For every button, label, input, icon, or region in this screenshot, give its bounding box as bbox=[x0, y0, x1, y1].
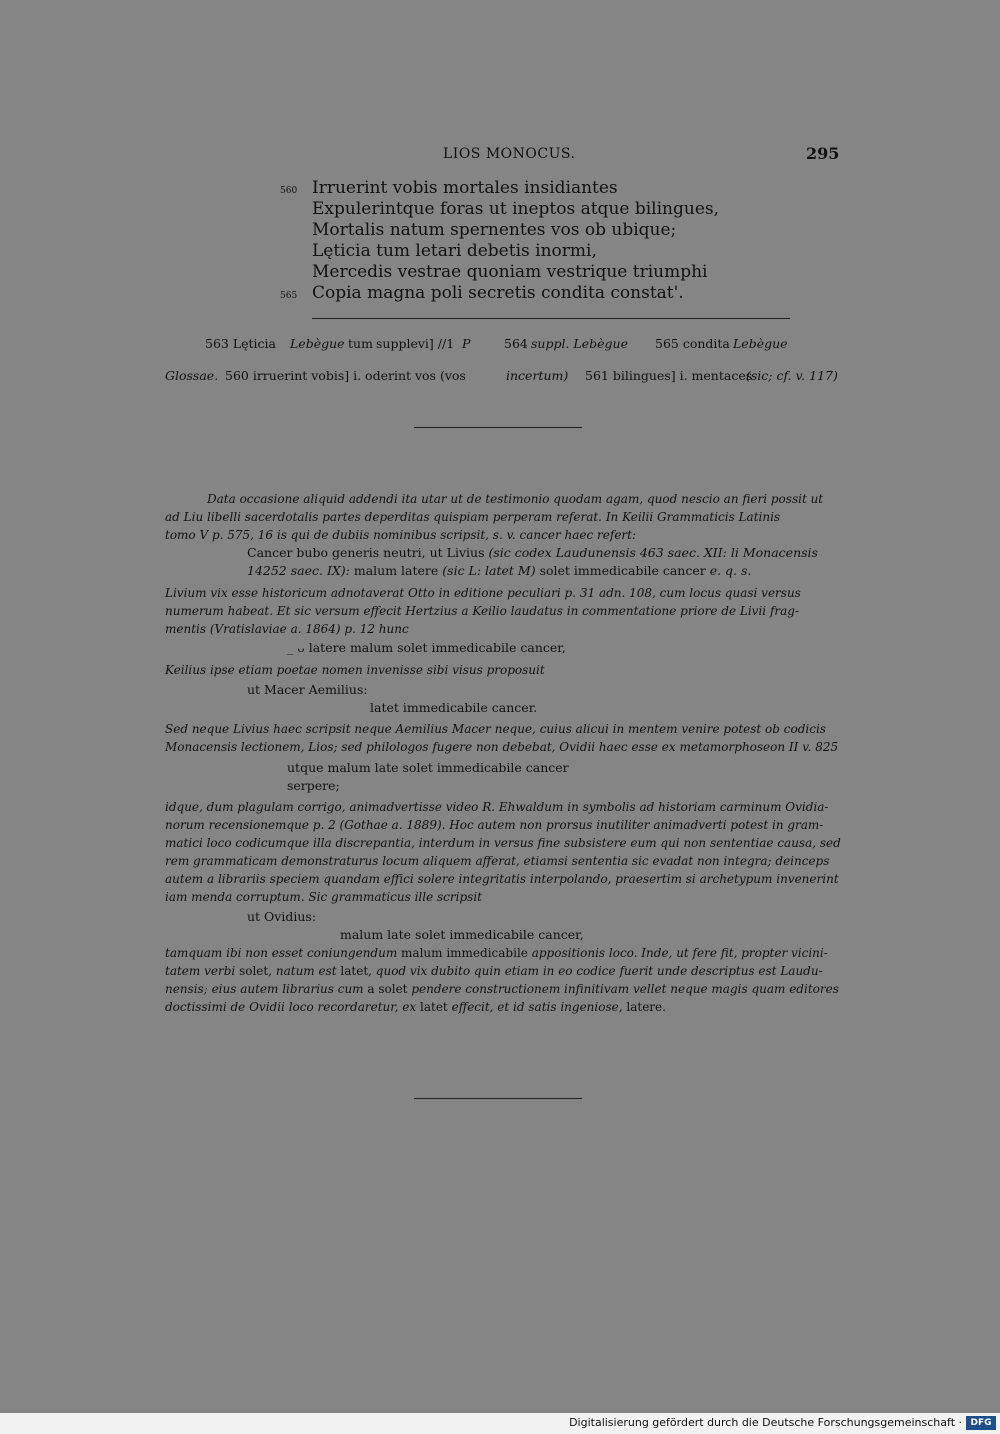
body-line: Monacensis lectionem, Lios; sed philologos fugere non debebat, Ovidii haec esse ex metamorphoseon II v. 825 bbox=[165, 740, 839, 754]
body-line: idque, dum plagulam corrigo, animadvertisse video R. Ehwaldum in symbolis ad historiam carminum Ovidia- bbox=[165, 800, 829, 814]
body-line bbox=[165, 999, 666, 1017]
body-line: iam menda corruptum. Sic grammaticus ille scripsit bbox=[165, 890, 482, 904]
body-line: Data occasione aliquid addendi ita utar ut de testimonio quodam agam, quod nescio an fieri possit ut bbox=[207, 492, 824, 506]
quote-text: (sic codex Laudunensis 463 saec. XII: bbox=[488, 545, 727, 560]
body-span: solet, bbox=[239, 964, 273, 978]
quote-text: li Monacensis bbox=[730, 545, 818, 560]
divider bbox=[312, 318, 790, 319]
body-span: natum est bbox=[275, 964, 337, 978]
body-span: pendere constructionem infinitivam vellet neque magis quam editores bbox=[411, 982, 839, 996]
body-span: tatem verbi bbox=[165, 964, 236, 978]
verse-quote: malum late solet immedicabile cancer, bbox=[340, 927, 584, 942]
body-line: Sed neque Livius haec scripsit neque Aemilius Macer neque, cuius alicui in mentem venire potest ob codicis bbox=[165, 722, 826, 736]
verse-quote: serpere; bbox=[287, 778, 340, 793]
quote-text: (sic L: latet M) bbox=[442, 563, 536, 578]
apparatus-entry: tum bbox=[348, 336, 373, 351]
verse-quote: _ ᴗ latere malum solet immedicabile cancer, bbox=[287, 640, 566, 655]
apparatus-entry: suppl. Lebègue bbox=[531, 336, 628, 351]
body-line: rem grammaticam demonstraturus locum aliquem afferat, etiamsi sententia sic evadat non integra; deinceps bbox=[165, 854, 830, 868]
divider bbox=[414, 427, 582, 428]
body-span: latet, bbox=[340, 964, 372, 978]
body-span: doctissimi de Ovidii loco recordaretur, ex bbox=[165, 1000, 417, 1014]
quote-text: malum latere bbox=[353, 563, 439, 578]
apparatus-entry: supplevi] //1 bbox=[376, 336, 455, 351]
glossae-entry: incertum) bbox=[506, 368, 569, 383]
quote-line bbox=[247, 545, 818, 560]
quote-line bbox=[247, 563, 751, 578]
body-span: malum immedicabile bbox=[401, 946, 528, 960]
body-line bbox=[165, 981, 839, 999]
verse-quote: ut Macer Aemilius: bbox=[247, 682, 368, 697]
body-line: ad Liu libelli sacerdotalis partes deperditas quispiam perperam referat. In Keilii Grammaticis Latinis bbox=[165, 510, 781, 524]
verse-number: 565 bbox=[280, 291, 298, 301]
body-line: numerum habeat. Et sic versum effecit Hertzius a Keilio laudatus in commentatione priore de Livii frag- bbox=[165, 604, 800, 618]
verse-line: Irruerint vobis mortales insidiantes bbox=[312, 178, 618, 198]
body-line: norum recensionemque p. 2 (Gothae a. 1889). Hoc autem non prorsus inutiliter animadverti potest in gram- bbox=[165, 818, 824, 832]
apparatus-entry: 563 Lęticia bbox=[205, 336, 277, 351]
quote-text: Cancer bubo generis neutri, ut Livius bbox=[247, 545, 485, 560]
body-line: Livium vix esse historicum adnotaverat Otto in editione peculiari p. 31 adn. 108, cum locus quasi versus bbox=[165, 586, 801, 600]
verse-line: Copia magna poli secretis condita constat'. bbox=[312, 283, 684, 303]
glossae-entry: (sic; cf. v. 117) bbox=[746, 368, 838, 383]
apparatus-entry: Lebègue bbox=[733, 336, 788, 351]
quote-text: 14252 saec. IX): bbox=[247, 563, 350, 578]
body-line: tomo V p. 575, 16 is qui de dubiis nominibus scripsit, s. v. cancer haec refert: bbox=[165, 528, 637, 542]
body-span: a solet bbox=[367, 982, 408, 996]
body-span: nensis; eius autem librarius cum bbox=[165, 982, 364, 996]
body-span: tamquam ibi non esset coniungendum bbox=[165, 946, 398, 960]
body-span: latet bbox=[420, 1000, 448, 1014]
footer-credit: Digitalisierung gefördert durch die Deutsche Forschungsgemeinschaft · bbox=[569, 1416, 962, 1429]
verse-quote: utque malum late solet immedicabile cancer bbox=[287, 760, 569, 775]
verse-line: Mercedis vestrae quoniam vestrique triumphi bbox=[312, 262, 708, 282]
divider bbox=[414, 1098, 582, 1099]
body-line bbox=[165, 945, 828, 963]
apparatus-entry: 564 bbox=[504, 336, 528, 351]
page-number: 295 bbox=[806, 144, 840, 163]
verse-quote: ut Ovidius: bbox=[247, 909, 317, 924]
glossae-entry: 560 irruerint vobis] i. oderint vos (vos bbox=[225, 368, 466, 383]
quote-text: e. q. s. bbox=[709, 563, 752, 578]
body-line: Keilius ipse etiam poetae nomen invenisse sibi visus proposuit bbox=[165, 663, 545, 677]
apparatus-entry: P bbox=[462, 336, 471, 351]
body-line: autem a librariis speciem quandam effici solere integritatis interpolando, praesertim si archetypum invenerint bbox=[165, 872, 839, 886]
glossae-entry: 561 bilingues] i. mentaces bbox=[585, 368, 753, 383]
body-span: effecit, et id satis ingeniose, bbox=[451, 1000, 623, 1014]
verse-line: Expulerintque foras ut ineptos atque bilingues, bbox=[312, 199, 720, 219]
apparatus-entry: Lebègue bbox=[290, 336, 345, 351]
verse-quote: latet immedicabile cancer. bbox=[370, 700, 538, 715]
verse-number: 560 bbox=[280, 186, 298, 196]
body-line: matici loco codicumque illa discrepantia, interdum in versus fine subsistere eum qui non sententiae causa, sed bbox=[165, 836, 841, 850]
body-span: latere. bbox=[626, 1000, 666, 1014]
glossae-label: Glossae. bbox=[165, 368, 219, 383]
dfg-logo[interactable]: DFG bbox=[966, 1416, 996, 1430]
footer-bar bbox=[0, 1413, 1000, 1434]
quote-text: solet immedicabile cancer bbox=[539, 563, 706, 578]
body-span: quod vix dubito quin etiam in eo codice fuerit unde descriptus est Laudu- bbox=[375, 964, 823, 978]
apparatus-entry: 565 condita bbox=[655, 336, 730, 351]
verse-line: Lęticia tum letari debetis inormi, bbox=[312, 241, 597, 261]
running-title: LIOS MONOCUS. bbox=[443, 146, 576, 162]
body-line bbox=[165, 963, 823, 981]
body-span: appositionis loco. Inde, ut fere fit, propter vicini- bbox=[531, 946, 828, 960]
verse-line: Mortalis natum spernentes vos ob ubique; bbox=[312, 220, 677, 240]
body-line: mentis (Vratislaviae a. 1864) p. 12 hunc bbox=[165, 622, 409, 636]
